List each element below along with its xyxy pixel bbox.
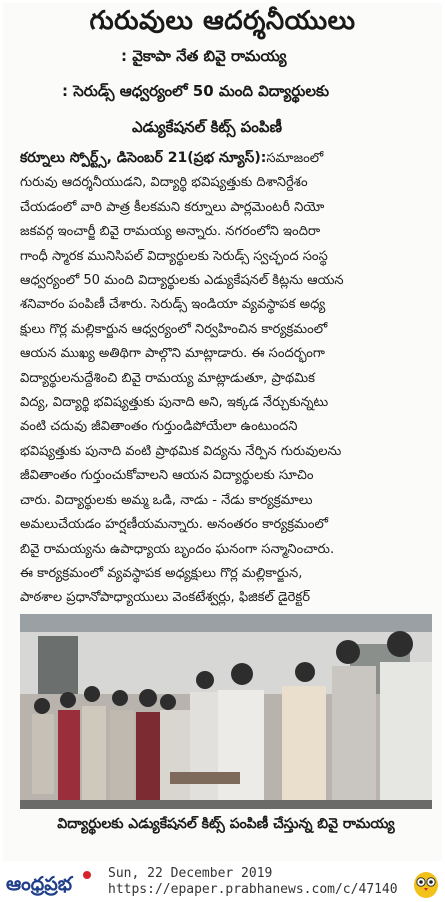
dateline: కర్నూలు స్పోర్ట్స్, డిసెంబర్ 21(ప్రభ న్యూస్): — [20, 150, 267, 166]
article-line: విద్యార్థులనుద్దేశించి బివై రామయ్య మాట్లాడుతూ, ప్రాథమిక — [20, 370, 315, 386]
edition-date: Sun, 22 December 2019 — [108, 866, 273, 881]
article-line: జకవర్గ ఇంచార్జీ బివై రామయ్య అన్నారు. నగరంలోని ఇందిరా — [20, 224, 321, 240]
article-line: ఆయన ముఖ్య అతిథిగా పాల్గొని మాట్లాడారు. ఈ సందర్భంగా — [20, 346, 325, 362]
footer-bar — [0, 864, 445, 902]
owl-mascot-icon — [412, 869, 440, 899]
article-line: వంటి చదువు జీవితాంతం గుర్తుండిపోయేలా ఉంటుందని — [20, 419, 298, 435]
article-line: శనివారం పంపిణీ చేశారు. సెరుడ్స్ ఇండియా వ్యవస్థాపక అధ్య — [20, 297, 326, 313]
article-line: భవిష్యత్తుకు పునాది వంటి ప్రాథమిక విద్యను నేర్పిన గురువులను — [20, 443, 342, 459]
article-line: క్షులు గొర్ల మల్లికార్జున ఆధ్వర్యంలో నిర్వహించిన కార్యక్రమంలో — [20, 321, 328, 337]
subheadline-3: ఎడ్యుకేషనల్ కిట్స్ పంపిణీ — [132, 118, 282, 136]
article-line: విద్య, విద్యార్థి భవిష్యత్తుకు పునాది అని, ఇక్కడ నేర్చుకున్నటు — [20, 395, 329, 411]
article-line: పాఠశాల ప్రధానోపాధ్యాయులు వెంకటేశ్వర్లు, ఫిజికల్ డైరెక్టర్ — [20, 590, 311, 606]
epaper-link[interactable]: https://epaper.prabhanews.com/c/47140 — [108, 882, 398, 897]
headline: గురువులు ఆదర్శనీయులు — [89, 6, 356, 36]
photo-illustration — [20, 614, 432, 809]
article-line: అమలుచేయడం హర్షణీయమన్నారు. అనంతరం కార్యక్రమంలో — [20, 517, 329, 533]
news-photo — [20, 614, 432, 809]
article-body — [20, 146, 433, 635]
photo-caption: విద్యార్థులకు ఎడ్యుకేషనల్ కిట్స్ పంపిణీ చేస్తున్న బివై రామయ్య — [57, 816, 395, 832]
article-line-first — [20, 146, 433, 171]
article-line: చేయడంలో వారి పాత్ర కీలకమని కర్నూలు పార్లమెంటరీ నియో — [20, 199, 325, 215]
article-line: ఆధ్వర్యంలో 50 మంది విద్యార్థులకు ఎడ్యుకేషనల్ కిట్లను ఆయన — [20, 273, 344, 289]
logo-text: ఆంధ్రప్రభ — [6, 873, 72, 895]
article-line: ఈ కార్యక్రమంలో వ్యవస్థాపక అధ్యక్షులు గొర్ల మల్లికార్జున, — [20, 565, 303, 581]
subheadline-1: : వైకాపా నేత బివై రామయ్య — [121, 47, 287, 65]
article-line: గాంధీ స్మారక మునిసిపల్ విద్యార్థులకు సెరుడ్స్ స్వచ్ఛంద సంస్థ — [20, 248, 328, 264]
andhraprabha-logo — [4, 867, 96, 897]
article-line: సమాజంలో — [266, 151, 324, 166]
article-line: బివై రామయ్యను ఉపాధ్యాయ బృందం ఘనంగా సన్మానించారు. — [20, 541, 335, 557]
article-line: గురువు ఆదర్శనీయుడని, విద్యార్థి భవిష్యత్తుకు దిశానిర్దేశం — [20, 175, 308, 191]
article-line: చారు. విద్యార్థులకు అమ్మ ఒడి, నాడు - నేడు కార్యక్రమాలు — [20, 492, 313, 508]
article-line: జీవితాంతం గుర్తుంచుకోవాలని ఆయన విద్యార్థులకు సూచిం — [20, 468, 314, 484]
subheadline-2: : సెరుడ్స్ ఆధ్వర్యంలో 50 మంది విద్యార్థులకు — [62, 82, 330, 100]
